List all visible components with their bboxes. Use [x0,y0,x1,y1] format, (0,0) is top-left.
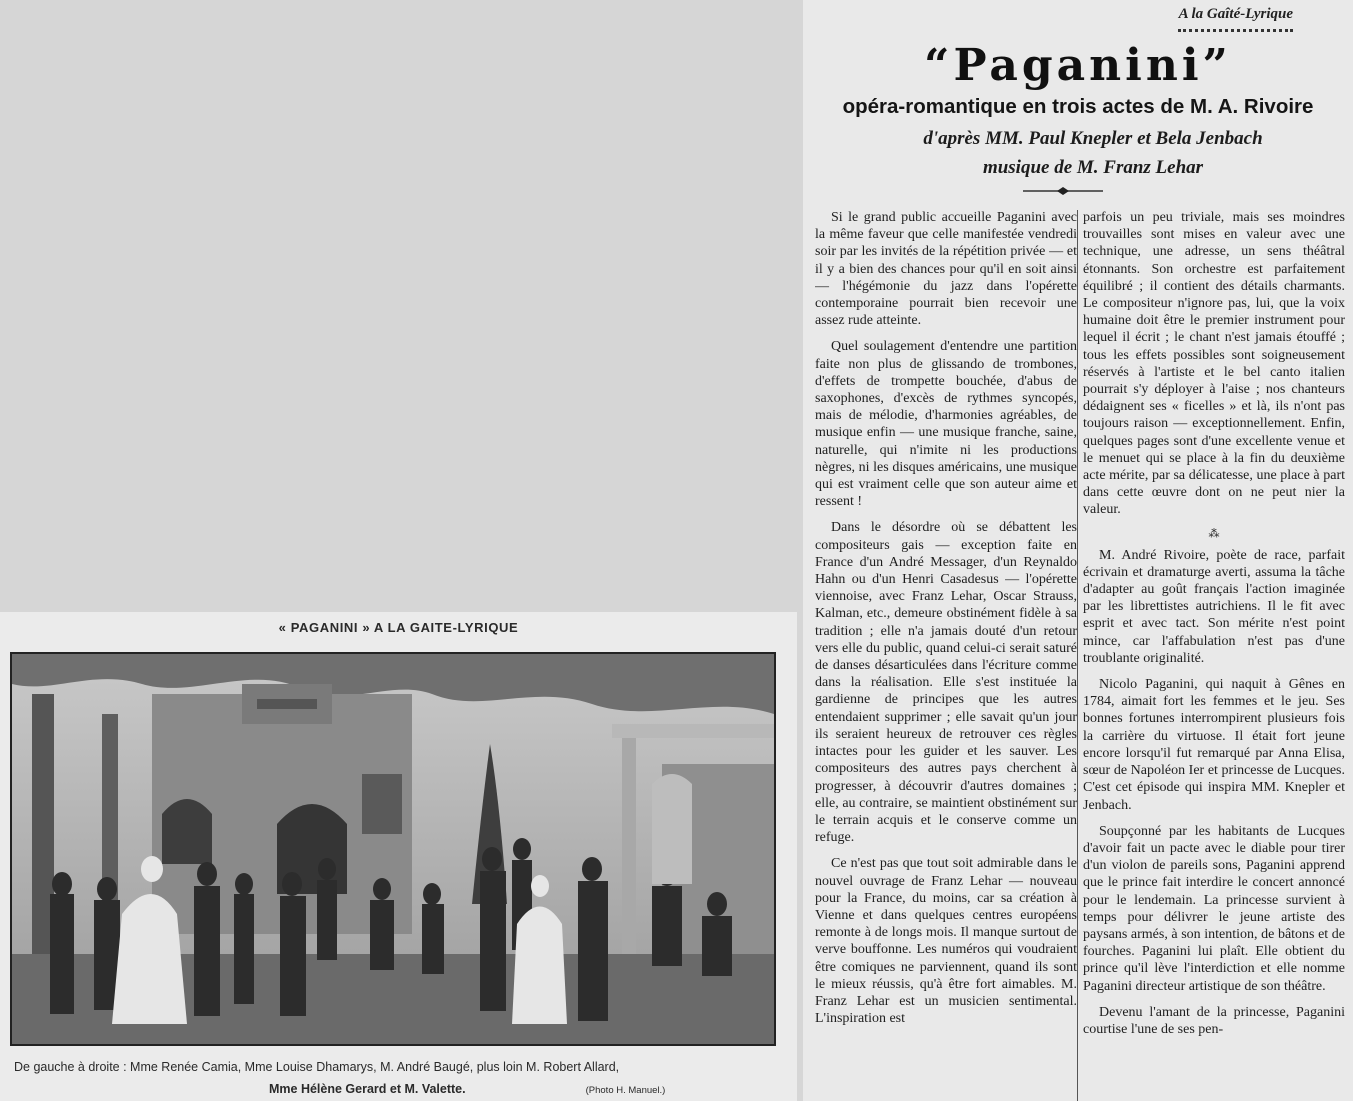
paragraph: Si le grand public accueille Paganini avec la même faveur que celle manifestée vendredi soir par les invités de la répétition privée — et il y a bien des chances pour qu'il en soit ainsi — l'hégémonie du jazz dans l'opérette contemporaine pourrait bien recevoir une assez rude atteinte. [815,210,1077,329]
column-rule [1077,210,1078,1101]
photo-caption [14,1056,784,1101]
photo-title: « PAGANINI » A LA GAITE-LYRIQUE [278,620,519,635]
section-break-asterism: ⁂ [1208,527,1220,540]
paragraph: Dans le désordre où se débattent les compositeurs gais — exception faite en France d'un André Messager, d'un Reynaldo Hahn ou d'un Henri Casadesus — l'opérette viennoise, avec Franz Lehar, Oscar Strauss, Kalman, etc., demeure obstinément fidèle à sa tradition ; elle n'a jamais douté d'un retour vers elle du public, quand celui-ci serait saturé de danses désarticulées dans l'écriture comme dans la réalisation. Elle s'est instituée la gardienne de principes que les autres entendaient supprimer ; elle savait qu'un jour ils seraient heureux de retrouver ces règles intactes pour les guider et les sauver. Les compositeurs des autres pays cherchent à progresser, à découvrir d'autres domaines ; elle, au contraire, se maintient obstinément sur le terrain acquis et le conserve comme un refuge. [815,520,1077,846]
subtitle: opéra-romantique en trois actes de M. A. Rivoire [842,95,1314,118]
article [803,0,1353,1101]
article-column-1 [815,209,1077,1101]
paragraph: Soupçonné par les habitants de Lucques d'avoir fait un pacte avec le diable pour tirer d'un violon de pareils sons, Paganini apprend que le prince fait interdire le concert annoncé pour le lendemain. La princesse survient à temps pour délivrer le jeune artiste des paysans armés, à son intention, de bâtons et de fourches. Paganini lui plaît. Elle obtient du prince qu'il lève l'interdiction et elle nomme Paganini directeur artistique de son théâtre. [1083,823,1345,994]
paragraph: Nicolo Paganini, qui naquit à Gênes en 1784, aimait fort les femmes et le jeu. Ses bonnes fortunes interrompirent plusieurs fois la carrière du virtuose. Il était fort jeune encore lorsqu'il fut remarqué par Anna Elisa, sœur de Napoléon Ier et princesse de Lucques. C'est cet épisode qui inspira MM. Knepler et Jenbach. [1083,677,1345,813]
blank-area [0,0,800,612]
caption-line-2-text: Mme Hélène Gerard et M. Valette. [269,1082,466,1096]
byline-authors: d'après MM. Paul Knepler et Bela Jenbach [923,128,1263,149]
caption-line-2 [14,1078,784,1101]
article-column-2 [1083,209,1345,1101]
photo-credit: (Photo H. Manuel.) [585,1085,666,1096]
stage-scene-drawing [12,654,774,1044]
stage-photograph [10,652,776,1046]
photo-clipping [0,612,797,1101]
paragraph: parfois un peu triviale, mais ses moindres trouvailles sont mises en valeur avec une technique, une adresse, un sens théâtral étonnants. Son orchestre est parfaitement équilibré ; il contient des détails charmants. Le compositeur n'ignore pas, lui, que la voix humaine doit être le premier instrument pour lequel il écrit ; le chant n'est jamais étouffé ; tous les effets possibles sont soigneusement réservés à l'artiste et le bel canto italien pourrait s'y déployer à l'aise ; nos chanteurs dédaignent ses « ficelles » et là, ils n'ont pas toujours raison — exceptionnellement. Enfin, quelques pages sont d'une excellente venue et le menuet qui se place à la fin du deuxième acte mérite, par sa délicatesse, une place à part dans cette œuvre dont on ne peut nier la valeur. [1083,210,1345,518]
ornament-rule [1023,187,1103,195]
caption-line-1: De gauche à droite : Mme Renée Camia, Mme Louise Dhamarys, M. André Baugé, plus loin M. Robert Allard, [14,1060,620,1074]
rubric: A la Gaîté-Lyrique [1178,6,1293,22]
paragraph: M. André Rivoire, poète de race, parfait écrivain et dramaturge averti, assuma la tâche d'adapter au goût français l'action imaginée par les librettistes autrichiens. Il le fit avec esprit et avec tact. Son mérite n'est point mince, car l'affabulation n'est pas d'une troublante originalité. [1083,547,1345,666]
headline: “Paganini” [924,40,1232,91]
byline-music: musique de M. Franz Lehar [982,157,1204,178]
paragraph: Quel soulagement d'entendre une partition faite non plus de glissando de trombones, d'effets de trompette bouchée, d'abus de saxophones, d'excès de rythmes syncopés, mais de mélodie, d'harmonies agréables, de musique enfin — une musique franche, saine, naturelle, qui n'imite ni les productions nègres, ni les disques américains, une musique qui est vraiment celle que son auteur aime et ressent ! [815,339,1077,510]
paragraph: Ce n'est pas que tout soit admirable dans le nouvel ouvrage de Franz Lehar — nouveau pour la France, du moins, car sa création à Vienne et dans quelques centres européens remonte à de longs mois. Il manque surtout de verve bouffonne. Les numéros qui voudraient être comiques ne parviennent, quand ils sont le mieux réussis, qu'à être fort aimables. M. Franz Lehar est un musicien sentimental. L'inspiration est [815,856,1077,1027]
rubric-rule [1178,29,1293,36]
paragraph: Devenu l'amant de la princesse, Paganini courtise l'une de ses pen- [1083,1004,1345,1037]
